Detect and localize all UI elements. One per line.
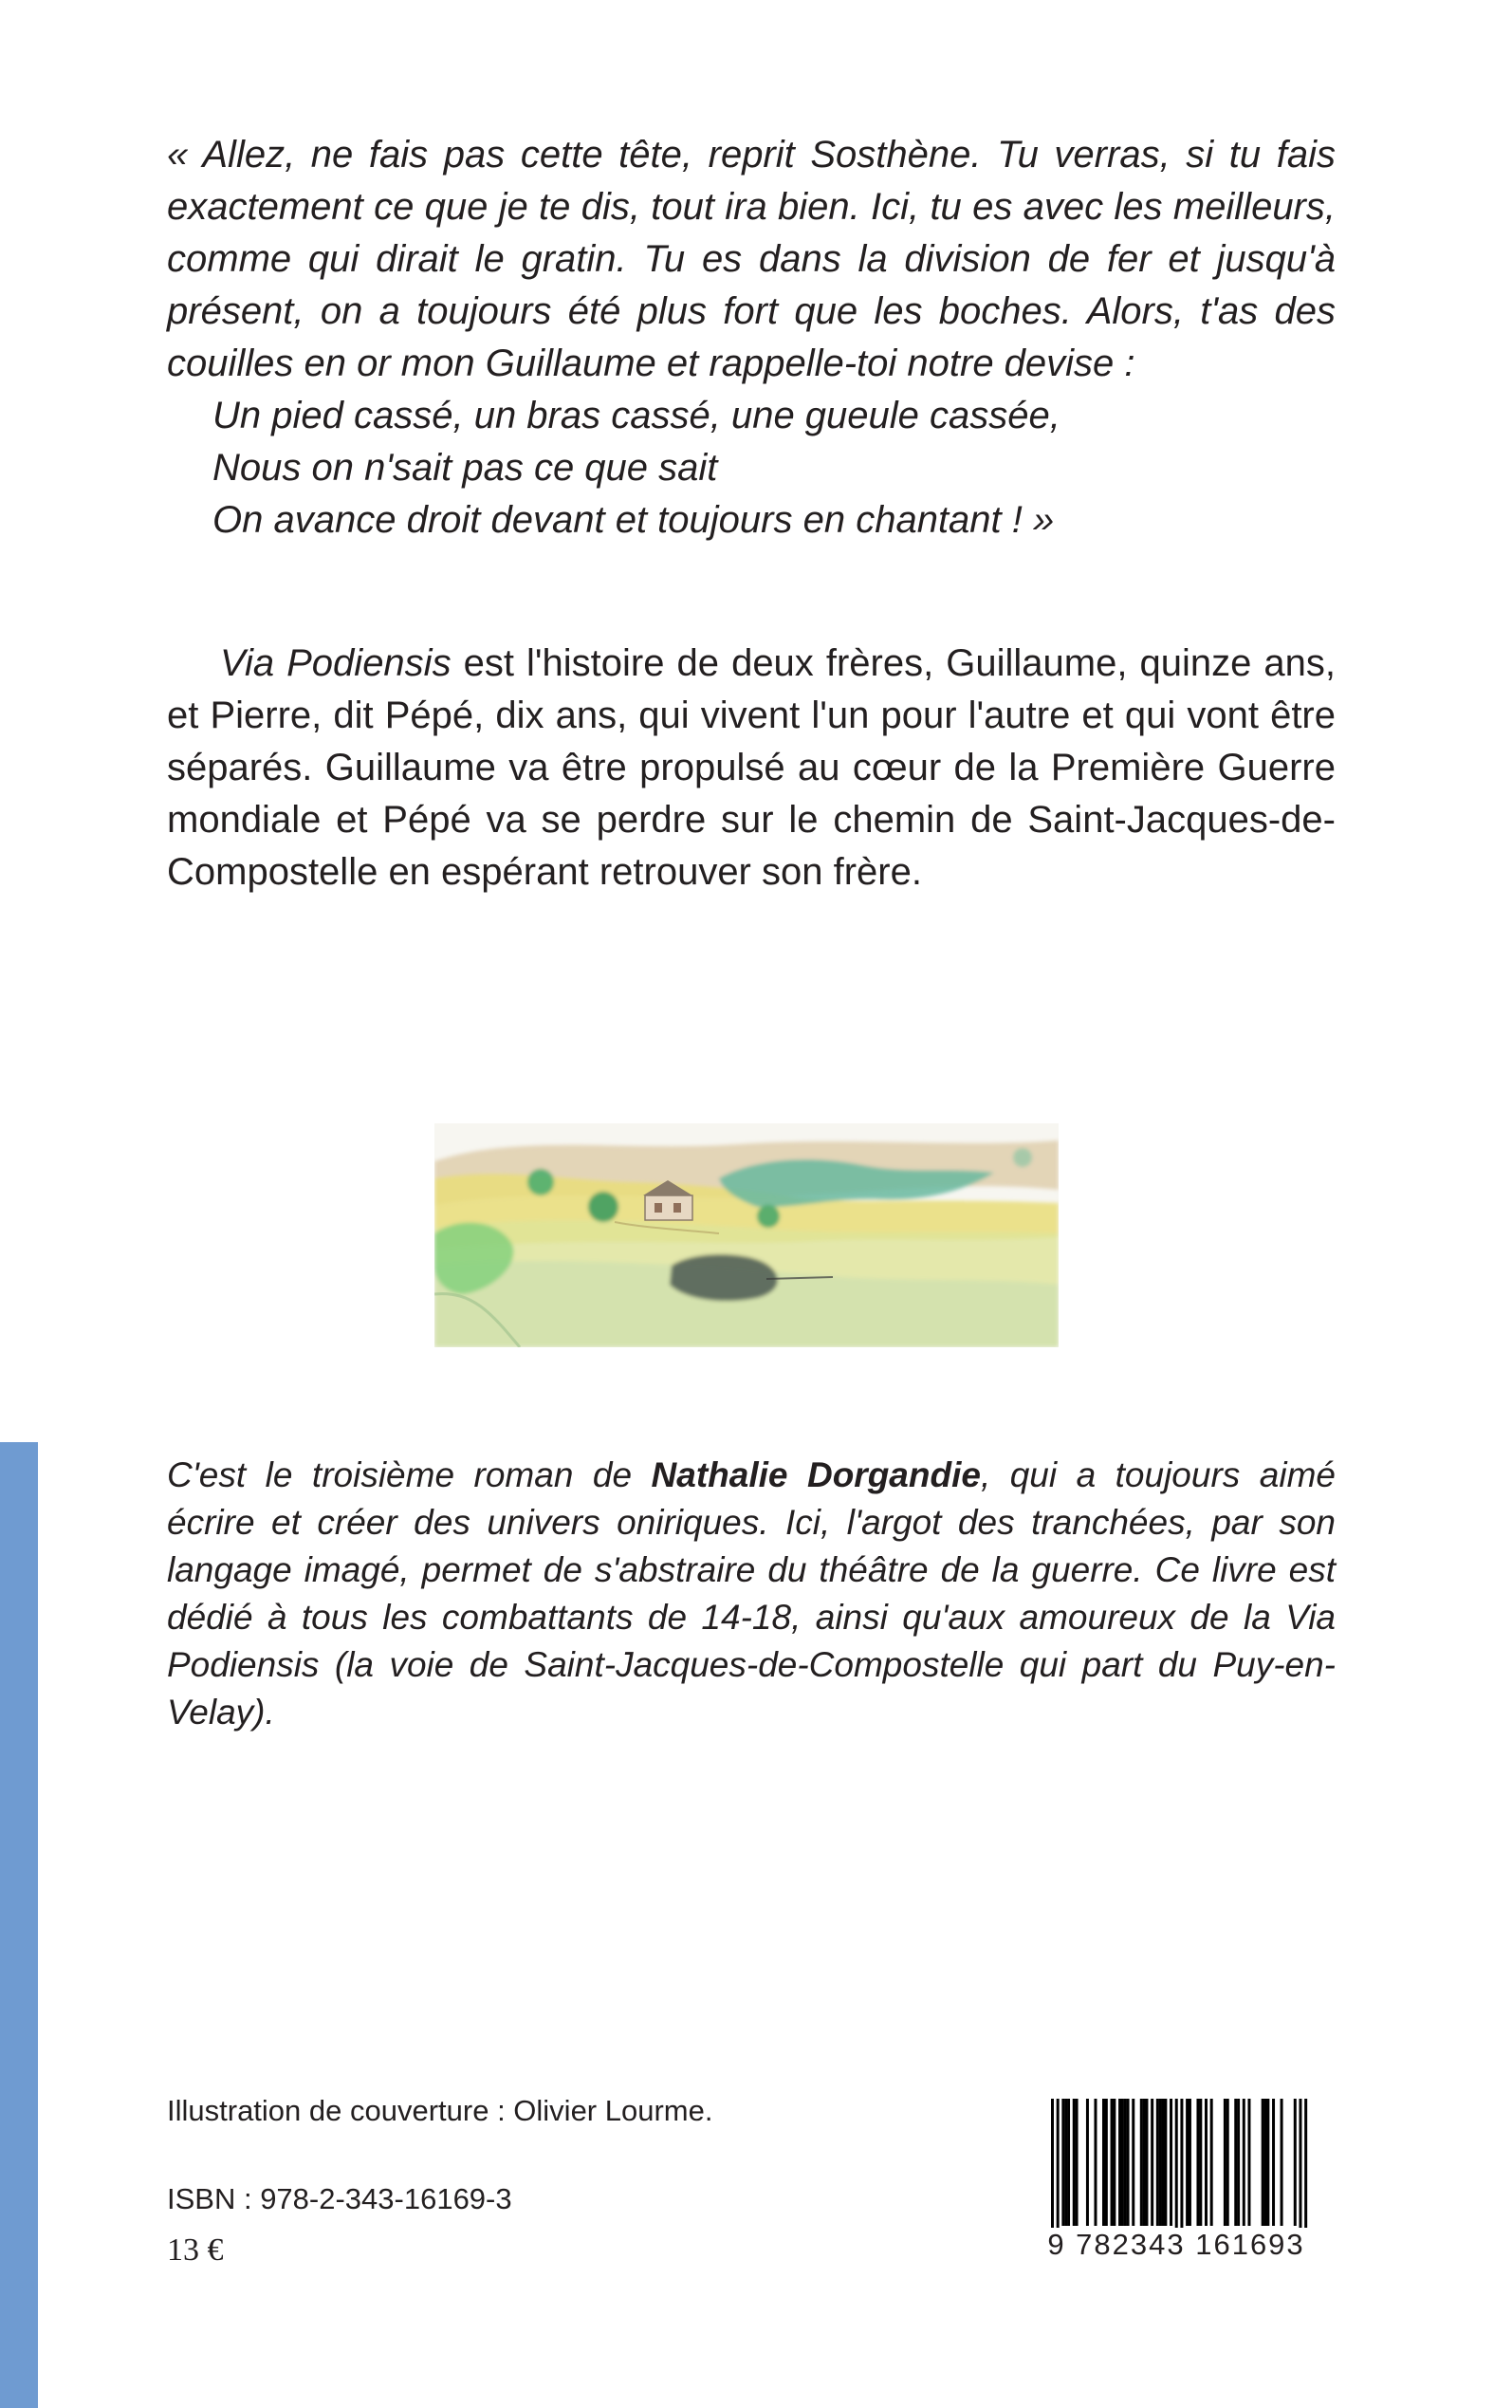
barcode-bar	[1094, 2099, 1097, 2226]
barcode-bar	[1272, 2099, 1275, 2226]
illustration-credit: Illustration de couverture : Olivier Lourme.	[167, 2094, 713, 2127]
barcode-bar	[1111, 2099, 1114, 2226]
barcode-bar	[1143, 2099, 1146, 2226]
barcode-bar	[1299, 2099, 1301, 2241]
barcode-bar	[1145, 2099, 1148, 2226]
blurb-rest: , qui a toujours aimé écrire et créer des univers oniriques. Ici, l'argot des tranchées, par son langage imagé, permet de s'abstraire du théâtre de la guerre. Ce livre est dédié à tous les combattants de 14-18, ainsi qu'aux amoureux de la Via Podiensis (la voie de Saint-Jacques-de-Compostelle qui part du Puy-en-Velay).	[167, 1455, 1336, 1732]
excerpt-quote	[167, 129, 1336, 546]
barcode-bar	[1281, 2099, 1283, 2226]
barcode-bar	[1224, 2099, 1226, 2226]
barcode-bar	[1266, 2099, 1269, 2226]
side-color-band	[0, 1442, 38, 2408]
blurb-intro: C'est le troisième roman de	[167, 1455, 652, 1494]
barcode-bar	[1196, 2099, 1199, 2226]
barcode-bar	[1189, 2099, 1191, 2226]
barcode-bar	[1073, 2099, 1076, 2226]
barcode-bar	[1237, 2099, 1240, 2226]
barcode-bar	[1067, 2099, 1070, 2226]
barcode-bar	[1294, 2099, 1297, 2226]
barcode-bar	[1086, 2099, 1089, 2226]
barcode-bar	[1151, 2099, 1153, 2226]
barcode-bar	[1205, 2099, 1208, 2226]
barcode-bar	[1076, 2099, 1079, 2226]
barcode-bar	[1234, 2099, 1237, 2226]
barcode-bar	[1162, 2099, 1165, 2226]
barcode-bar	[1304, 2099, 1307, 2241]
barcode-bar	[1170, 2099, 1172, 2226]
barcode-bar	[1132, 2099, 1134, 2226]
quote-intro: « Allez, ne fais pas cette tête, reprit Sosthène. Tu verras, si tu fais exactement ce que je te dis, tout ira bien. Ici, tu es avec les meilleurs, comme qui dirait le gratin. Tu es dans la division de fer et jusqu'à présent, on a toujours été plus fort que les boches. Alors, t'as des couilles en or mon Guillaume et rappelle-toi notre devise :	[167, 134, 1336, 384]
summary-text: est l'histoire de deux frères, Guillaume, quinze ans, et Pierre, dit Pépé, dix ans, qui vivent l'un pour l'autre et qui vont être séparés. Guillaume va être propulsé au cœur de la Première Guerre mondiale et Pépé va se perdre sur le chemin de Saint-Jacques-de-Compostelle en espérant retrouver son frère.	[167, 642, 1337, 893]
barcode-bar	[1243, 2099, 1245, 2226]
author-name: Nathalie Dorgandie	[651, 1455, 981, 1494]
author-blurb	[167, 1452, 1336, 1736]
quote-verse-line-2: Nous on n'sait pas ce que sait	[212, 447, 718, 489]
barcode-bar	[1113, 2099, 1116, 2226]
barcode-bar	[1102, 2099, 1105, 2226]
barcode-bar	[1180, 2099, 1183, 2241]
barcode-bar	[1057, 2099, 1060, 2241]
barcode-bar	[1186, 2099, 1189, 2226]
barcode-bar	[1199, 2099, 1202, 2226]
quote-verse-line-3: On avance droit devant et toujours en chantant ! »	[212, 499, 1055, 541]
barcode-bar	[1226, 2099, 1229, 2226]
barcode-bar	[1156, 2099, 1159, 2226]
barcode-bar	[1264, 2099, 1267, 2226]
summary-title: Via Podiensis	[220, 642, 452, 684]
price-label: 13 €	[167, 2232, 224, 2268]
barcode-bar	[1262, 2099, 1264, 2226]
quote-verse-line-1: Un pied cassé, un bras cassé, une gueule cassée,	[212, 395, 1060, 436]
watercolor-landscape-illustration	[434, 1123, 1059, 1347]
barcode-bar	[1121, 2099, 1124, 2226]
barcode-bar	[1124, 2099, 1127, 2226]
barcode-bar	[1118, 2099, 1121, 2226]
barcode-bar	[1127, 2099, 1130, 2226]
barcode-bar	[1061, 2099, 1064, 2226]
barcode-bar	[1164, 2099, 1167, 2226]
barcode-bar	[1210, 2099, 1213, 2226]
barcode-digits: 9 782343 161693	[1034, 2228, 1318, 2262]
barcode-bar	[1064, 2099, 1067, 2226]
barcode-bar	[1175, 2099, 1178, 2241]
barcode-bar	[1247, 2099, 1250, 2226]
barcode-bar	[1159, 2099, 1162, 2226]
isbn-number: ISBN : 978-2-343-16169-3	[167, 2182, 512, 2215]
barcode-bar	[1105, 2099, 1108, 2226]
book-summary	[167, 638, 1336, 898]
barcode-bar	[1140, 2099, 1143, 2226]
barcode-bar	[1051, 2099, 1054, 2241]
